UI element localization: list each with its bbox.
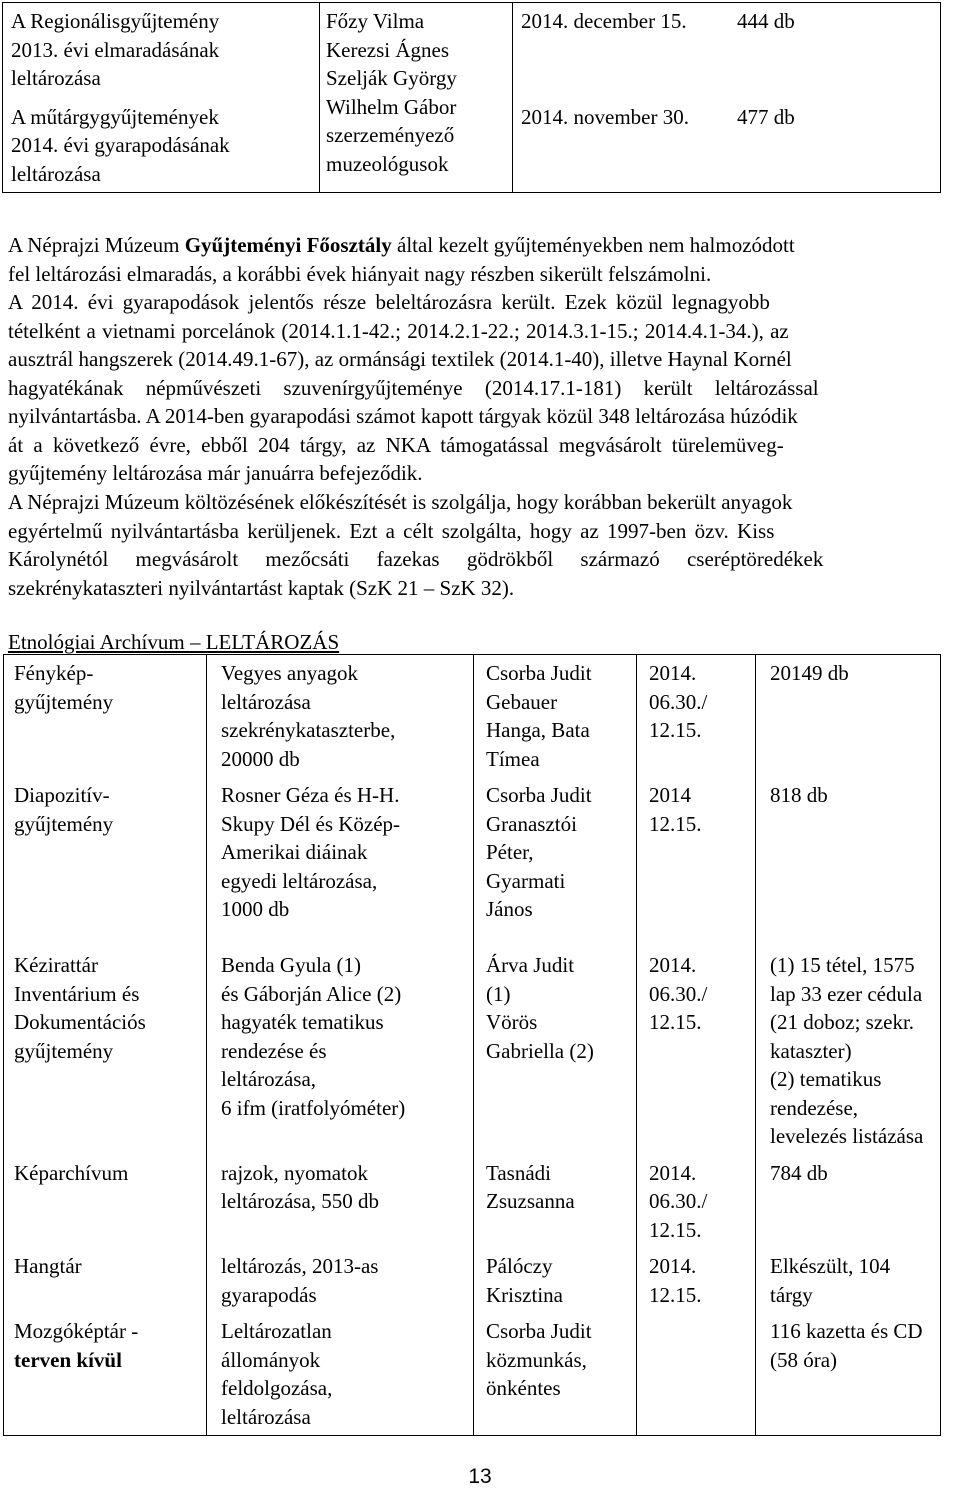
paragraph-line: fel leltározási elmaradás, a korábbi évek hiányait nagy részben sikerült felszámolni. <box>8 261 712 286</box>
collection-cell: Diapozitív- gyűjtemény <box>4 777 207 947</box>
collection-cell: Képarchívum <box>4 1155 207 1249</box>
staff-line: szerzeményező <box>326 123 455 147</box>
collection-cell: Kézirattár Inventárium és Dokumentációs gyűjtemény <box>4 947 207 1155</box>
people-cell: Árva Judit (1) Vörös Gabriella (2) <box>474 947 637 1155</box>
table-row <box>4 777 941 947</box>
task-cell: Rosner Géza és H-H. Skupy Dél és Közép- Amerikai diáinak egyedi leltározása, 1000 db <box>207 777 474 947</box>
paragraph-line: gyűjtemény leltározása már januárra befejeződik. <box>8 461 423 485</box>
paragraph-line: szekrénykataszteri nyilvántartást kaptak (SzK 21 – SzK 32). <box>8 575 515 600</box>
dates-cell <box>513 3 730 193</box>
task-cell: leltározás, 2013-as gyarapodás <box>207 1248 474 1313</box>
result-cell: 784 db <box>756 1155 941 1249</box>
department-name: Gyűjteményi Főosztály <box>184 233 392 257</box>
collection-cell: Hangtár <box>4 1248 207 1313</box>
date-cell: 2014. 12.15. <box>637 1248 756 1313</box>
task-cell: Leltározatlan állományok feldolgozása, leltározása <box>207 1313 474 1436</box>
people-cell: Pálóczy Krisztina <box>474 1248 637 1313</box>
item-count: 444 db <box>737 9 795 33</box>
paragraph-line: nyilvántartásba. A 2014-ben gyarapodási számot kapott tárgyak közül 348 leltározása húzódik <box>8 404 798 428</box>
paragraph-line: át a következő évre, ebből 204 tárgy, az NKA támogatással megvásárolt türelemüveg- <box>8 432 784 457</box>
task-title-line: leltározása <box>11 66 101 90</box>
archive-inventory-table <box>3 654 941 1436</box>
people-cell: Csorba Judit Granasztói Péter, Gyarmati János <box>474 777 637 947</box>
task-cell: rajzok, nyomatok leltározása, 550 db <box>207 1155 474 1249</box>
people-cell: Csorba Judit Gebauer Hanga, Bata Tímea <box>474 655 637 778</box>
collection-cell: Mozgóképtár - terven kívül <box>4 1313 207 1436</box>
page-number: 13 <box>468 1465 492 1488</box>
paragraph-line: A 2014. évi gyarapodások jelentős része beleltározásra került. Ezek közül legnagyobb <box>8 290 770 314</box>
table-row <box>4 655 941 778</box>
staff-line: Wilhelm Gábor <box>326 94 457 119</box>
staff-line: Főzy Vilma <box>326 9 425 33</box>
paragraph-line: Károlynétól megvásárolt mezőcsáti fazekas gödrökből származó cseréptöredékek <box>8 547 824 571</box>
counts-cell <box>729 3 941 193</box>
table-row <box>4 1248 941 1313</box>
people-cell: Tasnádi Zsuzsanna <box>474 1155 637 1249</box>
date-cell <box>637 1313 756 1436</box>
paragraph-line: egyértelmű nyilvántartásba kerüljenek. Ezt a célt szolgálta, hogy az 1997-ben özv. Kiss <box>8 518 775 543</box>
result-cell: (1) 15 tétel, 1575 lap 33 ezer cédula (21 doboz; szekr. kataszter) (2) tematikus rendezése, levelezés listázása <box>756 947 941 1155</box>
task-title-line: 2014. évi gyarapodásának <box>11 133 230 157</box>
date-cell: 2014 12.15. <box>637 777 756 947</box>
date-cell: 2014. 06.30./ 12.15. <box>637 947 756 1155</box>
deadline-date: 2014. november 30. <box>521 104 689 129</box>
staff-line: muzeológusok <box>326 151 449 176</box>
date-cell: 2014. 06.30./ 12.15. <box>637 1155 756 1249</box>
people-cell: Csorba Judit közmunkás, önkéntes <box>474 1313 637 1436</box>
paragraph-line: tételként a vietnami porcelánok (2014.1.1-42.; 2014.2.1-22.; 2014.3.1-15.; 2014.4.1-34.), az <box>8 318 789 343</box>
date-cell: 2014. 06.30./ 12.15. <box>637 655 756 778</box>
inventory-summary-table <box>2 2 941 193</box>
staff-cell <box>320 3 513 193</box>
paragraph-line: A Néprajzi Múzeum Gyűjteményi Főosztály által kezelt gyűjteményekben nem halmozódott <box>8 233 795 257</box>
task-title-line: leltározása <box>11 161 101 186</box>
result-cell: 20149 db <box>756 655 941 778</box>
table-row <box>4 1155 941 1249</box>
table-row <box>4 1313 941 1436</box>
deadline-date: 2014. december 15. <box>521 9 687 33</box>
task-titles-cell <box>3 3 320 193</box>
task-title-line: 2013. évi elmaradásának <box>11 37 220 62</box>
task-cell: Vegyes anyagok leltározása szekrénykataszterbe, 20000 db <box>207 655 474 778</box>
item-count: 477 db <box>737 104 795 129</box>
paragraph-line: hagyatékának népművészeti szuvenírgyűjteménye (2014.17.1-181) került leltározással <box>8 375 819 400</box>
collections-paragraph <box>8 231 936 488</box>
result-cell: Elkészült, 104 tárgy <box>756 1248 941 1313</box>
collection-cell: Fénykép- gyűjtemény <box>4 655 207 778</box>
result-cell: 116 kazetta és CD (58 óra) <box>756 1313 941 1436</box>
task-title-line: A Regionálisgyűjtemény <box>11 9 220 33</box>
result-cell: 818 db <box>756 777 941 947</box>
out-of-plan-label: terven kívül <box>14 1347 122 1372</box>
table-row <box>4 947 941 1155</box>
staff-line: Kerezsi Ágnes <box>326 37 450 62</box>
task-title-line: A műtárgygyűjtemények <box>11 104 219 129</box>
paragraph-line: ausztrál hangszerek (2014.49.1-67), az ormánsági textilek (2014.1-40), illetve Haynal Kornél <box>8 347 792 371</box>
relocation-paragraph <box>8 488 936 602</box>
paragraph-line: A Néprajzi Múzeum költözésének előkészítését is szolgálja, hogy korábban bekerült anyagok <box>8 490 793 514</box>
staff-line: Szelják György <box>326 66 457 90</box>
task-cell: Benda Gyula (1) és Gáborján Alice (2) hagyaték tematikus rendezése és leltározása, 6 ifm (iratfolyóméter) <box>207 947 474 1155</box>
section-heading: Etnológiai Archívum – LELTÁROZÁS <box>8 630 340 654</box>
